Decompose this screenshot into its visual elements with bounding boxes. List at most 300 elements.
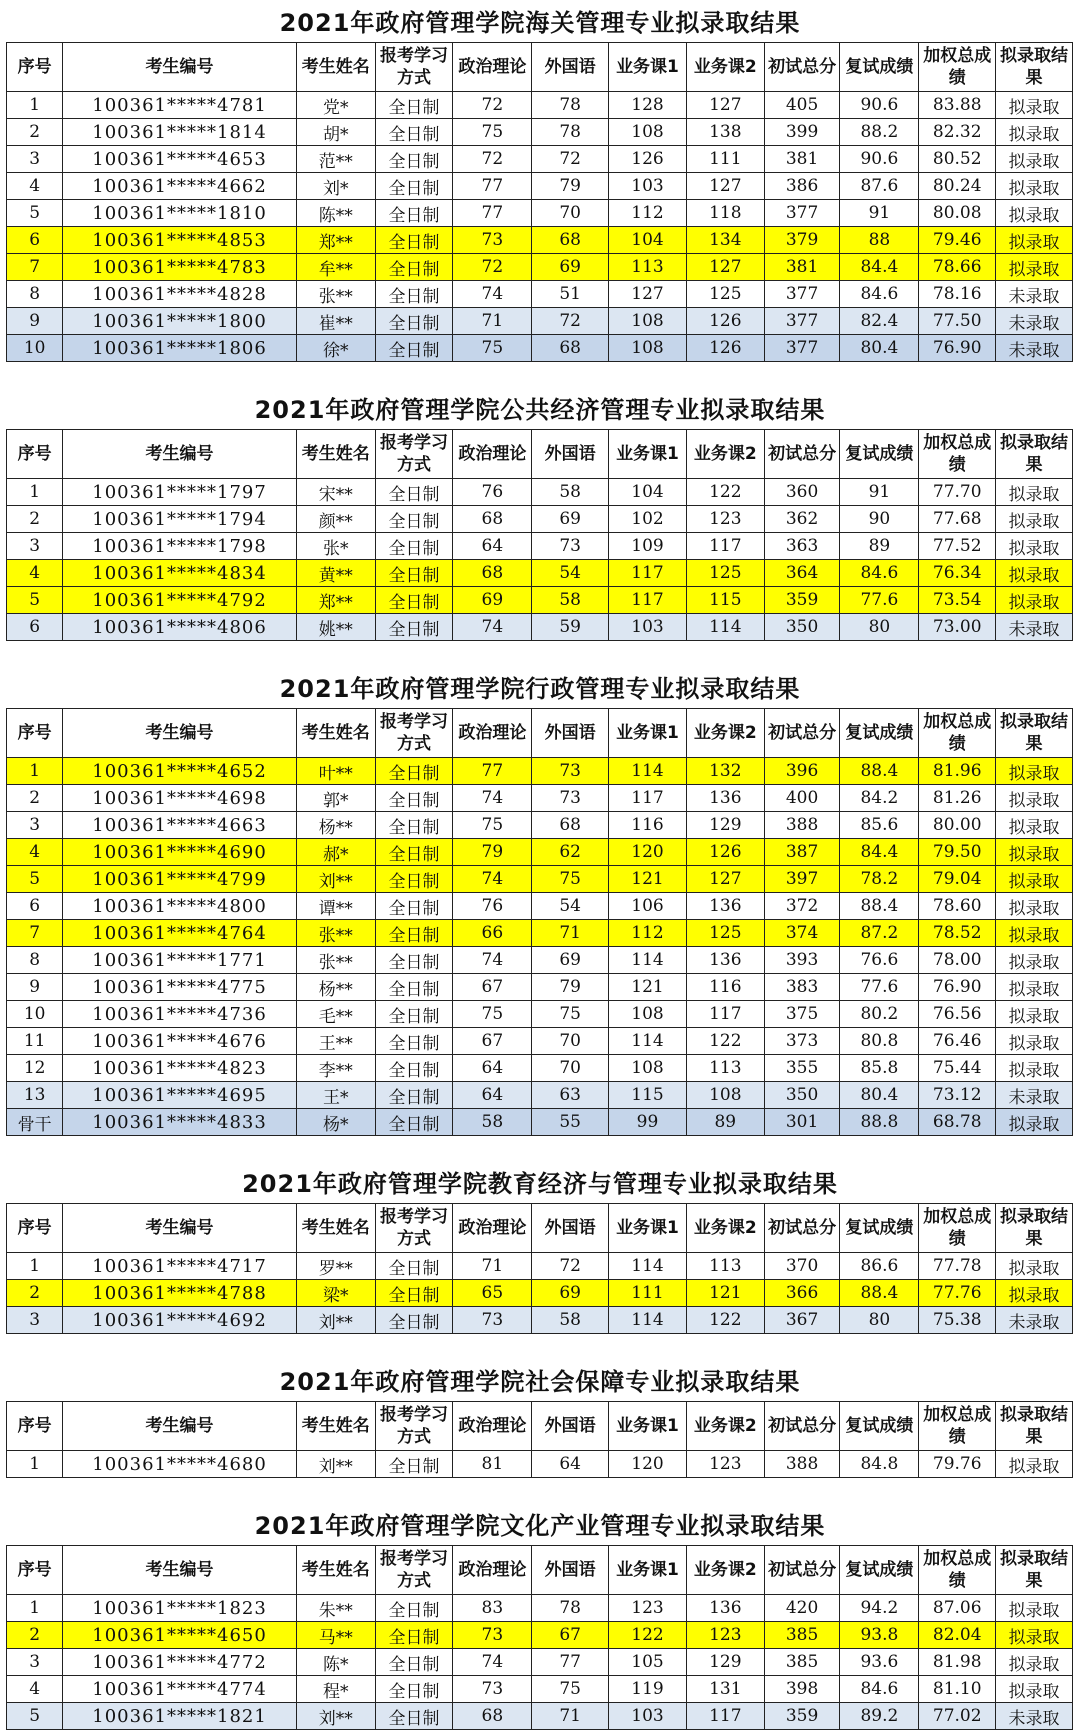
- exam-id-cell: 100361*****4828: [63, 281, 296, 308]
- header-retest-score: 复试成绩: [840, 1204, 919, 1253]
- exam-id-cell: 100361*****4698: [63, 785, 296, 812]
- retest-score-cell: 76.6: [840, 947, 919, 974]
- seq-cell: 1: [7, 1595, 63, 1622]
- table-row: [7, 866, 1073, 893]
- retest-score-cell: 84.6: [840, 560, 919, 587]
- result-section: [0, 387, 1080, 666]
- subject-1-cell: 108: [609, 308, 687, 335]
- exam-id-cell: 100361*****4833: [63, 1109, 296, 1136]
- foreign-language-cell: 68: [532, 812, 609, 839]
- subject-2-cell: 138: [686, 119, 764, 146]
- seq-cell: 3: [7, 1307, 63, 1334]
- prelim-total-cell: 373: [764, 1028, 840, 1055]
- exam-id-cell: 100361*****4652: [63, 758, 296, 785]
- study-mode-cell: 全日制: [375, 1307, 453, 1334]
- table-row: [7, 533, 1073, 560]
- subject-1-cell: 115: [609, 1082, 687, 1109]
- weighted-total-cell: 68.78: [919, 1109, 996, 1136]
- table-row: [7, 785, 1073, 812]
- name-cell: 杨**: [296, 974, 375, 1001]
- header-seq: 序号: [7, 430, 63, 479]
- header-row: [7, 1546, 1073, 1595]
- header-retest-score: 复试成绩: [840, 430, 919, 479]
- header-name: 考生姓名: [296, 1402, 375, 1451]
- result-table: [6, 1545, 1073, 1730]
- study-mode-cell: 全日制: [375, 560, 453, 587]
- seq-cell: 9: [7, 308, 63, 335]
- foreign-language-cell: 68: [532, 227, 609, 254]
- name-cell: 朱**: [296, 1595, 375, 1622]
- retest-score-cell: 88.4: [840, 758, 919, 785]
- subject-1-cell: 102: [609, 506, 687, 533]
- result-cell: 拟录取: [996, 1253, 1073, 1280]
- subject-2-cell: 113: [686, 1055, 764, 1082]
- retest-score-cell: 82.4: [840, 308, 919, 335]
- result-cell: 拟录取: [996, 1595, 1073, 1622]
- prelim-total-cell: 359: [764, 587, 840, 614]
- header-exam-id: 考生编号: [63, 1402, 296, 1451]
- prelim-total-cell: 381: [764, 254, 840, 281]
- result-section: [0, 0, 1080, 387]
- prelim-total-cell: 362: [764, 506, 840, 533]
- table-row: [7, 839, 1073, 866]
- prelim-total-cell: 388: [764, 1451, 840, 1478]
- retest-score-cell: 80.4: [840, 1082, 919, 1109]
- name-cell: 郝*: [296, 839, 375, 866]
- seq-cell: 9: [7, 974, 63, 1001]
- politics-cell: 68: [453, 560, 532, 587]
- weighted-total-cell: 77.02: [919, 1703, 996, 1730]
- result-cell: 拟录取: [996, 1055, 1073, 1082]
- section-title: 2021年政府管理学院公共经济管理专业拟录取结果: [254, 396, 826, 424]
- exam-id-cell: 100361*****4663: [63, 812, 296, 839]
- foreign-language-cell: 75: [532, 1676, 609, 1703]
- retest-score-cell: 84.8: [840, 1451, 919, 1478]
- prelim-total-cell: 379: [764, 227, 840, 254]
- exam-id-cell: 100361*****1821: [63, 1703, 296, 1730]
- header-prelim-total: 初试总分: [764, 709, 840, 758]
- politics-cell: 75: [453, 1001, 532, 1028]
- weighted-total-cell: 73.12: [919, 1082, 996, 1109]
- seq-cell: 1: [7, 1253, 63, 1280]
- study-mode-cell: 全日制: [375, 1253, 453, 1280]
- header-seq: 序号: [7, 1402, 63, 1451]
- subject-1-cell: 103: [609, 1703, 687, 1730]
- study-mode-cell: 全日制: [375, 254, 453, 281]
- politics-cell: 69: [453, 587, 532, 614]
- result-cell: 未录取: [996, 1703, 1073, 1730]
- foreign-language-cell: 73: [532, 758, 609, 785]
- retest-score-cell: 90: [840, 506, 919, 533]
- header-exam-id: 考生编号: [63, 709, 296, 758]
- foreign-language-cell: 58: [532, 1307, 609, 1334]
- retest-score-cell: 87.2: [840, 920, 919, 947]
- foreign-language-cell: 62: [532, 839, 609, 866]
- politics-cell: 72: [453, 146, 532, 173]
- result-cell: 拟录取: [996, 92, 1073, 119]
- study-mode-cell: 全日制: [375, 614, 453, 641]
- result-table: [6, 42, 1073, 362]
- study-mode-cell: 全日制: [375, 1109, 453, 1136]
- politics-cell: 73: [453, 1622, 532, 1649]
- foreign-language-cell: 79: [532, 173, 609, 200]
- subject-1-cell: 103: [609, 614, 687, 641]
- weighted-total-cell: 73.54: [919, 587, 996, 614]
- subject-2-cell: 127: [686, 92, 764, 119]
- name-cell: 郭*: [296, 785, 375, 812]
- header-weighted-total: 加权总成绩: [919, 1546, 996, 1595]
- subject-1-cell: 111: [609, 1280, 687, 1307]
- table-row: [7, 920, 1073, 947]
- study-mode-cell: 全日制: [375, 1028, 453, 1055]
- header-weighted-total: 加权总成绩: [919, 709, 996, 758]
- politics-cell: 76: [453, 479, 532, 506]
- exam-id-cell: 100361*****1797: [63, 479, 296, 506]
- subject-2-cell: 117: [686, 1001, 764, 1028]
- table-row: [7, 560, 1073, 587]
- politics-cell: 74: [453, 1649, 532, 1676]
- study-mode-cell: 全日制: [375, 785, 453, 812]
- weighted-total-cell: 81.98: [919, 1649, 996, 1676]
- exam-id-cell: 100361*****4799: [63, 866, 296, 893]
- result-cell: 拟录取: [996, 866, 1073, 893]
- subject-2-cell: 127: [686, 254, 764, 281]
- foreign-language-cell: 69: [532, 254, 609, 281]
- name-cell: 姚**: [296, 614, 375, 641]
- table-row: [7, 1055, 1073, 1082]
- result-cell: 拟录取: [996, 227, 1073, 254]
- header-weighted-total: 加权总成绩: [919, 43, 996, 92]
- exam-id-cell: 100361*****4692: [63, 1307, 296, 1334]
- weighted-total-cell: 79.50: [919, 839, 996, 866]
- subject-1-cell: 104: [609, 479, 687, 506]
- study-mode-cell: 全日制: [375, 1082, 453, 1109]
- subject-1-cell: 120: [609, 1451, 687, 1478]
- table-row: [7, 1595, 1073, 1622]
- retest-score-cell: 80.2: [840, 1001, 919, 1028]
- header-row: [7, 430, 1073, 479]
- foreign-language-cell: 78: [532, 119, 609, 146]
- weighted-total-cell: 77.76: [919, 1280, 996, 1307]
- subject-2-cell: 115: [686, 587, 764, 614]
- exam-id-cell: 100361*****4806: [63, 614, 296, 641]
- politics-cell: 73: [453, 227, 532, 254]
- table-row: [7, 1676, 1073, 1703]
- prelim-total-cell: 363: [764, 533, 840, 560]
- retest-score-cell: 84.4: [840, 254, 919, 281]
- prelim-total-cell: 377: [764, 308, 840, 335]
- subject-2-cell: 134: [686, 227, 764, 254]
- seq-cell: 7: [7, 254, 63, 281]
- prelim-total-cell: 374: [764, 920, 840, 947]
- exam-id-cell: 100361*****4775: [63, 974, 296, 1001]
- subject-2-cell: 123: [686, 1622, 764, 1649]
- foreign-language-cell: 67: [532, 1622, 609, 1649]
- name-cell: 牟**: [296, 254, 375, 281]
- header-row: [7, 1402, 1073, 1451]
- politics-cell: 66: [453, 920, 532, 947]
- seq-cell: 3: [7, 812, 63, 839]
- prelim-total-cell: 399: [764, 119, 840, 146]
- subject-1-cell: 121: [609, 866, 687, 893]
- exam-id-cell: 100361*****4676: [63, 1028, 296, 1055]
- name-cell: 刘*: [296, 173, 375, 200]
- table-row: [7, 254, 1073, 281]
- header-result: 拟录取结果: [996, 430, 1073, 479]
- study-mode-cell: 全日制: [375, 1001, 453, 1028]
- politics-cell: 68: [453, 1703, 532, 1730]
- exam-id-cell: 100361*****4823: [63, 1055, 296, 1082]
- seq-cell: 4: [7, 1676, 63, 1703]
- table-row: [7, 92, 1073, 119]
- subject-2-cell: 121: [686, 1280, 764, 1307]
- subject-1-cell: 109: [609, 533, 687, 560]
- header-study-mode: 报考学习方式: [375, 1204, 453, 1253]
- subject-1-cell: 114: [609, 1307, 687, 1334]
- prelim-total-cell: 387: [764, 839, 840, 866]
- exam-id-cell: 100361*****4695: [63, 1082, 296, 1109]
- study-mode-cell: 全日制: [375, 533, 453, 560]
- weighted-total-cell: 76.56: [919, 1001, 996, 1028]
- header-study-mode: 报考学习方式: [375, 1546, 453, 1595]
- study-mode-cell: 全日制: [375, 335, 453, 362]
- header-exam-id: 考生编号: [63, 1546, 296, 1595]
- subject-2-cell: 125: [686, 560, 764, 587]
- header-result: 拟录取结果: [996, 1204, 1073, 1253]
- subject-1-cell: 113: [609, 254, 687, 281]
- retest-score-cell: 87.6: [840, 173, 919, 200]
- subject-1-cell: 121: [609, 974, 687, 1001]
- retest-score-cell: 88: [840, 227, 919, 254]
- foreign-language-cell: 70: [532, 1055, 609, 1082]
- subject-2-cell: 136: [686, 947, 764, 974]
- retest-score-cell: 90.6: [840, 92, 919, 119]
- header-study-mode: 报考学习方式: [375, 430, 453, 479]
- seq-cell: 1: [7, 758, 63, 785]
- prelim-total-cell: 350: [764, 1082, 840, 1109]
- prelim-total-cell: 370: [764, 1253, 840, 1280]
- name-cell: 李**: [296, 1055, 375, 1082]
- subject-2-cell: 113: [686, 1253, 764, 1280]
- retest-score-cell: 84.2: [840, 785, 919, 812]
- result-cell: 未录取: [996, 614, 1073, 641]
- prelim-total-cell: 385: [764, 1649, 840, 1676]
- subject-2-cell: 117: [686, 533, 764, 560]
- exam-id-cell: 100361*****4781: [63, 92, 296, 119]
- table-row: [7, 1622, 1073, 1649]
- seq-cell: 3: [7, 533, 63, 560]
- study-mode-cell: 全日制: [375, 1649, 453, 1676]
- retest-score-cell: 77.6: [840, 974, 919, 1001]
- result-cell: 拟录取: [996, 560, 1073, 587]
- weighted-total-cell: 77.78: [919, 1253, 996, 1280]
- subject-2-cell: 125: [686, 281, 764, 308]
- politics-cell: 58: [453, 1109, 532, 1136]
- retest-score-cell: 88.8: [840, 1109, 919, 1136]
- table-row: [7, 758, 1073, 785]
- result-cell: 拟录取: [996, 587, 1073, 614]
- seq-cell: 4: [7, 173, 63, 200]
- politics-cell: 79: [453, 839, 532, 866]
- weighted-total-cell: 78.52: [919, 920, 996, 947]
- seq-cell: 2: [7, 1622, 63, 1649]
- subject-2-cell: 123: [686, 1451, 764, 1478]
- seq-cell: 4: [7, 560, 63, 587]
- politics-cell: 81: [453, 1451, 532, 1478]
- subject-1-cell: 99: [609, 1109, 687, 1136]
- study-mode-cell: 全日制: [375, 479, 453, 506]
- subject-1-cell: 122: [609, 1622, 687, 1649]
- header-study-mode: 报考学习方式: [375, 709, 453, 758]
- study-mode-cell: 全日制: [375, 974, 453, 1001]
- politics-cell: 74: [453, 785, 532, 812]
- table-row: [7, 200, 1073, 227]
- header-name: 考生姓名: [296, 1204, 375, 1253]
- header-result: 拟录取结果: [996, 1402, 1073, 1451]
- header-foreign-language: 外国语: [532, 430, 609, 479]
- retest-score-cell: 80.4: [840, 335, 919, 362]
- header-politics: 政治理论: [453, 1402, 532, 1451]
- subject-2-cell: 122: [686, 479, 764, 506]
- exam-id-cell: 100361*****4792: [63, 587, 296, 614]
- weighted-total-cell: 76.46: [919, 1028, 996, 1055]
- header-foreign-language: 外国语: [532, 1402, 609, 1451]
- subject-1-cell: 106: [609, 893, 687, 920]
- result-cell: 拟录取: [996, 254, 1073, 281]
- table-row: [7, 146, 1073, 173]
- subject-1-cell: 116: [609, 812, 687, 839]
- retest-score-cell: 89: [840, 533, 919, 560]
- result-cell: 拟录取: [996, 758, 1073, 785]
- result-cell: 拟录取: [996, 1109, 1073, 1136]
- name-cell: 谭**: [296, 893, 375, 920]
- header-result: 拟录取结果: [996, 709, 1073, 758]
- weighted-total-cell: 80.08: [919, 200, 996, 227]
- foreign-language-cell: 54: [532, 893, 609, 920]
- weighted-total-cell: 78.60: [919, 893, 996, 920]
- subject-2-cell: 131: [686, 1676, 764, 1703]
- prelim-total-cell: 400: [764, 785, 840, 812]
- header-subject-1: 业务课1: [609, 43, 687, 92]
- politics-cell: 74: [453, 947, 532, 974]
- section-title: 2021年政府管理学院教育经济与管理专业拟录取结果: [242, 1170, 838, 1198]
- subject-1-cell: 112: [609, 920, 687, 947]
- weighted-total-cell: 77.50: [919, 308, 996, 335]
- exam-id-cell: 100361*****1806: [63, 335, 296, 362]
- foreign-language-cell: 77: [532, 1649, 609, 1676]
- name-cell: 刘**: [296, 866, 375, 893]
- politics-cell: 72: [453, 92, 532, 119]
- header-seq: 序号: [7, 43, 63, 92]
- subject-2-cell: 126: [686, 839, 764, 866]
- header-politics: 政治理论: [453, 1204, 532, 1253]
- result-cell: 拟录取: [996, 839, 1073, 866]
- section-title: 2021年政府管理学院社会保障专业拟录取结果: [279, 1368, 801, 1396]
- study-mode-cell: 全日制: [375, 1595, 453, 1622]
- prelim-total-cell: 359: [764, 1703, 840, 1730]
- study-mode-cell: 全日制: [375, 146, 453, 173]
- header-politics: 政治理论: [453, 709, 532, 758]
- study-mode-cell: 全日制: [375, 119, 453, 146]
- subject-1-cell: 128: [609, 92, 687, 119]
- result-section: [0, 1359, 1080, 1503]
- study-mode-cell: 全日制: [375, 1280, 453, 1307]
- weighted-total-cell: 77.68: [919, 506, 996, 533]
- table-row: [7, 974, 1073, 1001]
- politics-cell: 64: [453, 1055, 532, 1082]
- result-cell: 拟录取: [996, 1451, 1073, 1478]
- politics-cell: 65: [453, 1280, 532, 1307]
- seq-cell: 4: [7, 839, 63, 866]
- header-retest-score: 复试成绩: [840, 1546, 919, 1595]
- foreign-language-cell: 68: [532, 335, 609, 362]
- subject-2-cell: 118: [686, 200, 764, 227]
- study-mode-cell: 全日制: [375, 281, 453, 308]
- foreign-language-cell: 55: [532, 1109, 609, 1136]
- header-name: 考生姓名: [296, 430, 375, 479]
- header-name: 考生姓名: [296, 1546, 375, 1595]
- header-name: 考生姓名: [296, 43, 375, 92]
- header-study-mode: 报考学习方式: [375, 43, 453, 92]
- table-row: [7, 308, 1073, 335]
- exam-id-cell: 100361*****4800: [63, 893, 296, 920]
- table-row: [7, 281, 1073, 308]
- foreign-language-cell: 51: [532, 281, 609, 308]
- exam-id-cell: 100361*****4662: [63, 173, 296, 200]
- header-prelim-total: 初试总分: [764, 43, 840, 92]
- subject-2-cell: 116: [686, 974, 764, 1001]
- subject-2-cell: 114: [686, 614, 764, 641]
- politics-cell: 83: [453, 1595, 532, 1622]
- seq-cell: 3: [7, 146, 63, 173]
- result-cell: 拟录取: [996, 506, 1073, 533]
- politics-cell: 68: [453, 506, 532, 533]
- foreign-language-cell: 72: [532, 308, 609, 335]
- prelim-total-cell: 383: [764, 974, 840, 1001]
- result-cell: 拟录取: [996, 893, 1073, 920]
- header-row: [7, 1204, 1073, 1253]
- retest-score-cell: 91: [840, 479, 919, 506]
- exam-id-cell: 100361*****4788: [63, 1280, 296, 1307]
- table-row: [7, 1253, 1073, 1280]
- seq-cell: 6: [7, 893, 63, 920]
- retest-score-cell: 84.6: [840, 281, 919, 308]
- prelim-total-cell: 301: [764, 1109, 840, 1136]
- study-mode-cell: 全日制: [375, 893, 453, 920]
- result-cell: 拟录取: [996, 785, 1073, 812]
- seq-cell: 2: [7, 1280, 63, 1307]
- seq-cell: 1: [7, 1451, 63, 1478]
- prelim-total-cell: 386: [764, 173, 840, 200]
- retest-score-cell: 77.6: [840, 587, 919, 614]
- result-cell: 拟录取: [996, 1280, 1073, 1307]
- result-cell: 拟录取: [996, 1676, 1073, 1703]
- weighted-total-cell: 77.70: [919, 479, 996, 506]
- result-cell: 拟录取: [996, 920, 1073, 947]
- name-cell: 毛**: [296, 1001, 375, 1028]
- politics-cell: 77: [453, 173, 532, 200]
- prelim-total-cell: 396: [764, 758, 840, 785]
- result-cell: 拟录取: [996, 200, 1073, 227]
- header-prelim-total: 初试总分: [764, 1402, 840, 1451]
- prelim-total-cell: 360: [764, 479, 840, 506]
- retest-score-cell: 93.8: [840, 1622, 919, 1649]
- header-prelim-total: 初试总分: [764, 430, 840, 479]
- name-cell: 刘**: [296, 1307, 375, 1334]
- seq-cell: 10: [7, 335, 63, 362]
- header-subject-2: 业务课2: [686, 1546, 764, 1595]
- exam-id-cell: 100361*****4772: [63, 1649, 296, 1676]
